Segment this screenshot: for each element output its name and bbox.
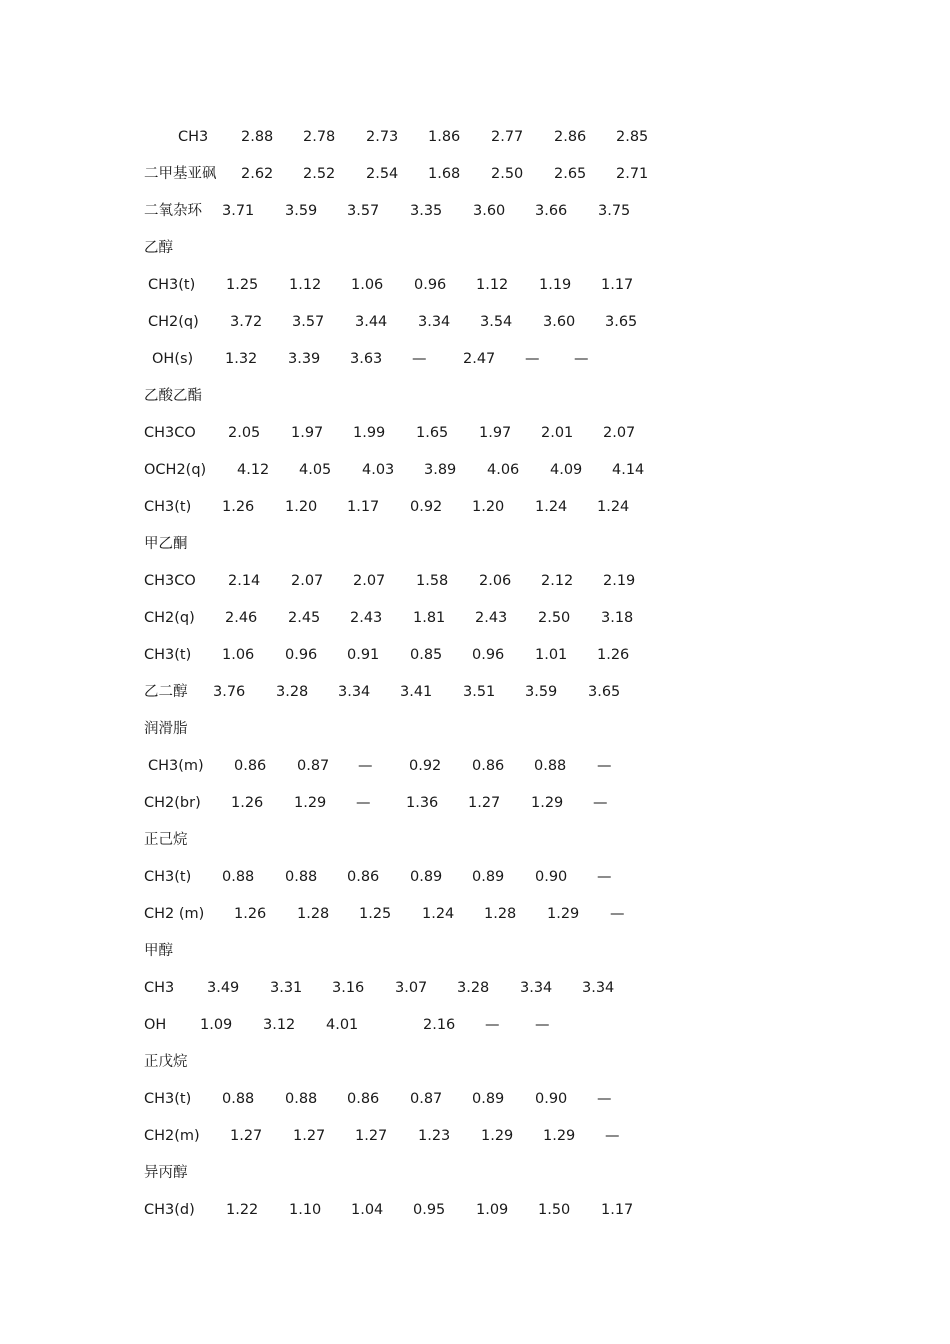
shift-value: 1.27 (230, 1128, 263, 1144)
shift-value: — (485, 1017, 500, 1033)
shift-value: 3.34 (520, 980, 553, 996)
row-label: 甲醇 (144, 943, 173, 959)
section-heading-line (0, 718, 950, 740)
shift-value: 3.34 (418, 314, 451, 330)
shift-value: 1.32 (225, 351, 258, 367)
row-label: CH3(t) (148, 277, 196, 293)
row-label: CH3(t) (144, 1091, 192, 1107)
shift-value: 2.43 (475, 610, 508, 626)
shift-value: 0.96 (472, 647, 505, 663)
shift-value: 0.89 (472, 869, 505, 885)
shift-value: 2.85 (616, 129, 649, 145)
shift-value: 0.95 (413, 1202, 446, 1218)
data-row (0, 200, 950, 222)
shift-value: 3.12 (263, 1017, 296, 1033)
shift-value: 1.29 (294, 795, 327, 811)
shift-value: 1.01 (535, 647, 568, 663)
shift-value: 4.01 (326, 1017, 359, 1033)
shift-value: 1.26 (597, 647, 630, 663)
shift-value: 2.47 (463, 351, 496, 367)
shift-value: 0.91 (347, 647, 380, 663)
shift-value: 1.81 (413, 610, 446, 626)
shift-value: 2.07 (291, 573, 324, 589)
shift-value: 0.88 (285, 869, 318, 885)
shift-value: 1.25 (359, 906, 392, 922)
shift-value: 0.89 (472, 1091, 505, 1107)
row-label: CH3 (178, 129, 209, 145)
data-row (0, 274, 950, 296)
shift-value: 2.78 (303, 129, 336, 145)
row-label: 乙酸乙酯 (144, 388, 202, 404)
shift-value: 1.24 (597, 499, 630, 515)
shift-value: 4.06 (487, 462, 520, 478)
shift-value: 1.26 (231, 795, 264, 811)
shift-value: 1.17 (601, 1202, 634, 1218)
shift-value: 3.57 (347, 203, 380, 219)
shift-value: 1.29 (531, 795, 564, 811)
shift-value: 2.43 (350, 610, 383, 626)
shift-value: 1.27 (355, 1128, 388, 1144)
shift-value: 0.96 (285, 647, 318, 663)
shift-value: 2.86 (554, 129, 587, 145)
shift-value: 0.86 (347, 1091, 380, 1107)
data-row (0, 644, 950, 666)
shift-value: 0.86 (234, 758, 267, 774)
row-label: CH3CO (144, 573, 196, 589)
shift-value: 2.50 (538, 610, 571, 626)
shift-value: 3.51 (463, 684, 496, 700)
shift-value: 2.73 (366, 129, 399, 145)
shift-value: 1.58 (416, 573, 449, 589)
data-row (0, 607, 950, 629)
row-label: 异丙醇 (144, 1165, 188, 1181)
shift-value: — (574, 351, 589, 367)
data-row (0, 1125, 950, 1147)
shift-value: 0.86 (472, 758, 505, 774)
row-label: 二氧杂环 (144, 203, 202, 219)
row-label: OH(s) (152, 351, 194, 367)
row-label: 乙二醇 (144, 684, 188, 700)
shift-value: 2.12 (541, 573, 574, 589)
row-label: 二甲基亚砜 (144, 166, 217, 182)
shift-value: 1.27 (293, 1128, 326, 1144)
shift-value: 1.24 (422, 906, 455, 922)
shift-value: 1.50 (538, 1202, 571, 1218)
shift-value: 2.45 (288, 610, 321, 626)
data-row (0, 1014, 950, 1036)
shift-value: 1.04 (351, 1202, 384, 1218)
shift-value: 0.89 (410, 869, 443, 885)
shift-value: 3.07 (395, 980, 428, 996)
row-label: CH3CO (144, 425, 196, 441)
shift-value: 0.88 (222, 869, 255, 885)
shift-value: 3.39 (288, 351, 321, 367)
data-row (0, 311, 950, 333)
shift-value: 0.87 (297, 758, 330, 774)
shift-value: 3.28 (276, 684, 309, 700)
row-label: CH3(t) (144, 647, 192, 663)
section-heading-line (0, 829, 950, 851)
shift-value: 1.20 (285, 499, 318, 515)
shift-value: 3.44 (355, 314, 388, 330)
data-row (0, 459, 950, 481)
data-row (0, 163, 950, 185)
shift-value: 2.07 (603, 425, 636, 441)
data-row (0, 126, 950, 148)
shift-value: 3.16 (332, 980, 365, 996)
row-label: OCH2(q) (144, 462, 207, 478)
shift-value: 3.65 (588, 684, 621, 700)
data-row (0, 903, 950, 925)
shift-value: 1.99 (353, 425, 386, 441)
shift-value: 0.88 (222, 1091, 255, 1107)
section-heading-line (0, 385, 950, 407)
shift-value: — (597, 1091, 612, 1107)
row-label: CH2(q) (148, 314, 199, 330)
shift-value: 0.85 (410, 647, 443, 663)
shift-value: 3.28 (457, 980, 490, 996)
row-label: CH3(t) (144, 499, 192, 515)
shift-value: 3.63 (350, 351, 383, 367)
row-label: CH3 (144, 980, 175, 996)
shift-value: 3.41 (400, 684, 433, 700)
data-row (0, 348, 950, 370)
row-label: OH (144, 1017, 167, 1033)
shift-value: 2.01 (541, 425, 574, 441)
shift-value: 1.29 (547, 906, 580, 922)
shift-value: 1.29 (543, 1128, 576, 1144)
shift-value: — (358, 758, 373, 774)
shift-value: — (593, 795, 608, 811)
shift-value: 1.97 (291, 425, 324, 441)
shift-value: — (605, 1128, 620, 1144)
shift-value: 2.54 (366, 166, 399, 182)
shift-value: 4.09 (550, 462, 583, 478)
section-heading-line (0, 1162, 950, 1184)
shift-value: 4.03 (362, 462, 395, 478)
data-row (0, 792, 950, 814)
section-heading-line (0, 940, 950, 962)
shift-value: 3.49 (207, 980, 240, 996)
shift-value: 2.14 (228, 573, 261, 589)
section-heading-line (0, 1051, 950, 1073)
shift-value: 3.31 (270, 980, 303, 996)
shift-value: — (356, 795, 371, 811)
shift-value: 1.97 (479, 425, 512, 441)
data-row (0, 496, 950, 518)
shift-value: 2.06 (479, 573, 512, 589)
data-row (0, 681, 950, 703)
shift-value: 1.06 (351, 277, 384, 293)
shift-value: 3.35 (410, 203, 443, 219)
shift-value: 2.77 (491, 129, 524, 145)
data-row (0, 1088, 950, 1110)
shift-value: 3.18 (601, 610, 634, 626)
shift-value: 1.26 (234, 906, 267, 922)
shift-value: 3.59 (525, 684, 558, 700)
shift-value: — (597, 758, 612, 774)
shift-value: 3.60 (473, 203, 506, 219)
shift-value: 1.06 (222, 647, 255, 663)
shift-value: 4.05 (299, 462, 332, 478)
shift-value: 3.34 (338, 684, 371, 700)
shift-value: — (535, 1017, 550, 1033)
shift-value: 0.88 (534, 758, 567, 774)
row-label: CH3(d) (144, 1202, 195, 1218)
shift-value: 2.62 (241, 166, 274, 182)
row-label: 正己烷 (144, 832, 188, 848)
data-row (0, 1199, 950, 1221)
shift-value: 1.29 (481, 1128, 514, 1144)
shift-value: 1.23 (418, 1128, 451, 1144)
shift-value: 3.60 (543, 314, 576, 330)
shift-value: 4.12 (237, 462, 270, 478)
shift-value: 1.65 (416, 425, 449, 441)
shift-value: 0.92 (409, 758, 442, 774)
row-label: CH2(q) (144, 610, 195, 626)
shift-value: 1.22 (226, 1202, 259, 1218)
shift-value: 1.10 (289, 1202, 322, 1218)
shift-value: 3.71 (222, 203, 255, 219)
row-label: CH3(m) (148, 758, 204, 774)
shift-value: 1.24 (535, 499, 568, 515)
shift-value: — (525, 351, 540, 367)
data-row (0, 977, 950, 999)
shift-value: 3.75 (598, 203, 631, 219)
shift-value: 1.28 (484, 906, 517, 922)
data-row (0, 755, 950, 777)
shift-value: 1.12 (289, 277, 322, 293)
shift-value: 0.88 (285, 1091, 318, 1107)
shift-value: 0.96 (414, 277, 447, 293)
row-label: 甲乙酮 (144, 536, 188, 552)
shift-value: 1.68 (428, 166, 461, 182)
shift-value: 3.76 (213, 684, 246, 700)
shift-value: 3.59 (285, 203, 318, 219)
shift-value: 1.86 (428, 129, 461, 145)
shift-value: — (412, 351, 427, 367)
data-row (0, 422, 950, 444)
shift-value: 0.87 (410, 1091, 443, 1107)
shift-value: 2.71 (616, 166, 649, 182)
shift-value: 2.50 (491, 166, 524, 182)
shift-value: — (610, 906, 625, 922)
data-row (0, 866, 950, 888)
shift-value: 4.14 (612, 462, 645, 478)
shift-value: 0.86 (347, 869, 380, 885)
shift-value: 1.17 (347, 499, 380, 515)
row-label: 正戊烷 (144, 1054, 188, 1070)
row-label: CH2 (m) (144, 906, 205, 922)
shift-value: 1.09 (200, 1017, 233, 1033)
row-label: 乙醇 (144, 240, 173, 256)
data-row (0, 570, 950, 592)
shift-value: 2.19 (603, 573, 636, 589)
row-label: CH2(br) (144, 795, 201, 811)
shift-value: 2.16 (423, 1017, 456, 1033)
shift-value: 1.09 (476, 1202, 509, 1218)
section-heading-line (0, 533, 950, 555)
section-heading-line (0, 237, 950, 259)
shift-value: 3.72 (230, 314, 263, 330)
shift-value: 2.52 (303, 166, 336, 182)
shift-value: 0.90 (535, 1091, 568, 1107)
shift-value: 1.25 (226, 277, 259, 293)
shift-value: 2.46 (225, 610, 258, 626)
shift-value: 3.66 (535, 203, 568, 219)
row-label: 润滑脂 (144, 721, 188, 737)
shift-value: 3.57 (292, 314, 325, 330)
shift-value: 1.26 (222, 499, 255, 515)
shift-value: 2.07 (353, 573, 386, 589)
shift-value: 1.28 (297, 906, 330, 922)
shift-value: 1.20 (472, 499, 505, 515)
shift-value: 2.88 (241, 129, 274, 145)
shift-value: 3.54 (480, 314, 513, 330)
row-label: CH3(t) (144, 869, 192, 885)
shift-value: 1.17 (601, 277, 634, 293)
shift-value: 2.65 (554, 166, 587, 182)
shift-value: 0.90 (535, 869, 568, 885)
shift-value: 3.34 (582, 980, 615, 996)
shift-value: 0.92 (410, 499, 443, 515)
shift-value: 3.65 (605, 314, 638, 330)
shift-value: 1.36 (406, 795, 439, 811)
row-label: CH2(m) (144, 1128, 200, 1144)
shift-value: 1.27 (468, 795, 501, 811)
shift-value: 2.05 (228, 425, 261, 441)
shift-value: — (597, 869, 612, 885)
shift-value: 3.89 (424, 462, 457, 478)
shift-value: 1.19 (539, 277, 572, 293)
shift-value: 1.12 (476, 277, 509, 293)
